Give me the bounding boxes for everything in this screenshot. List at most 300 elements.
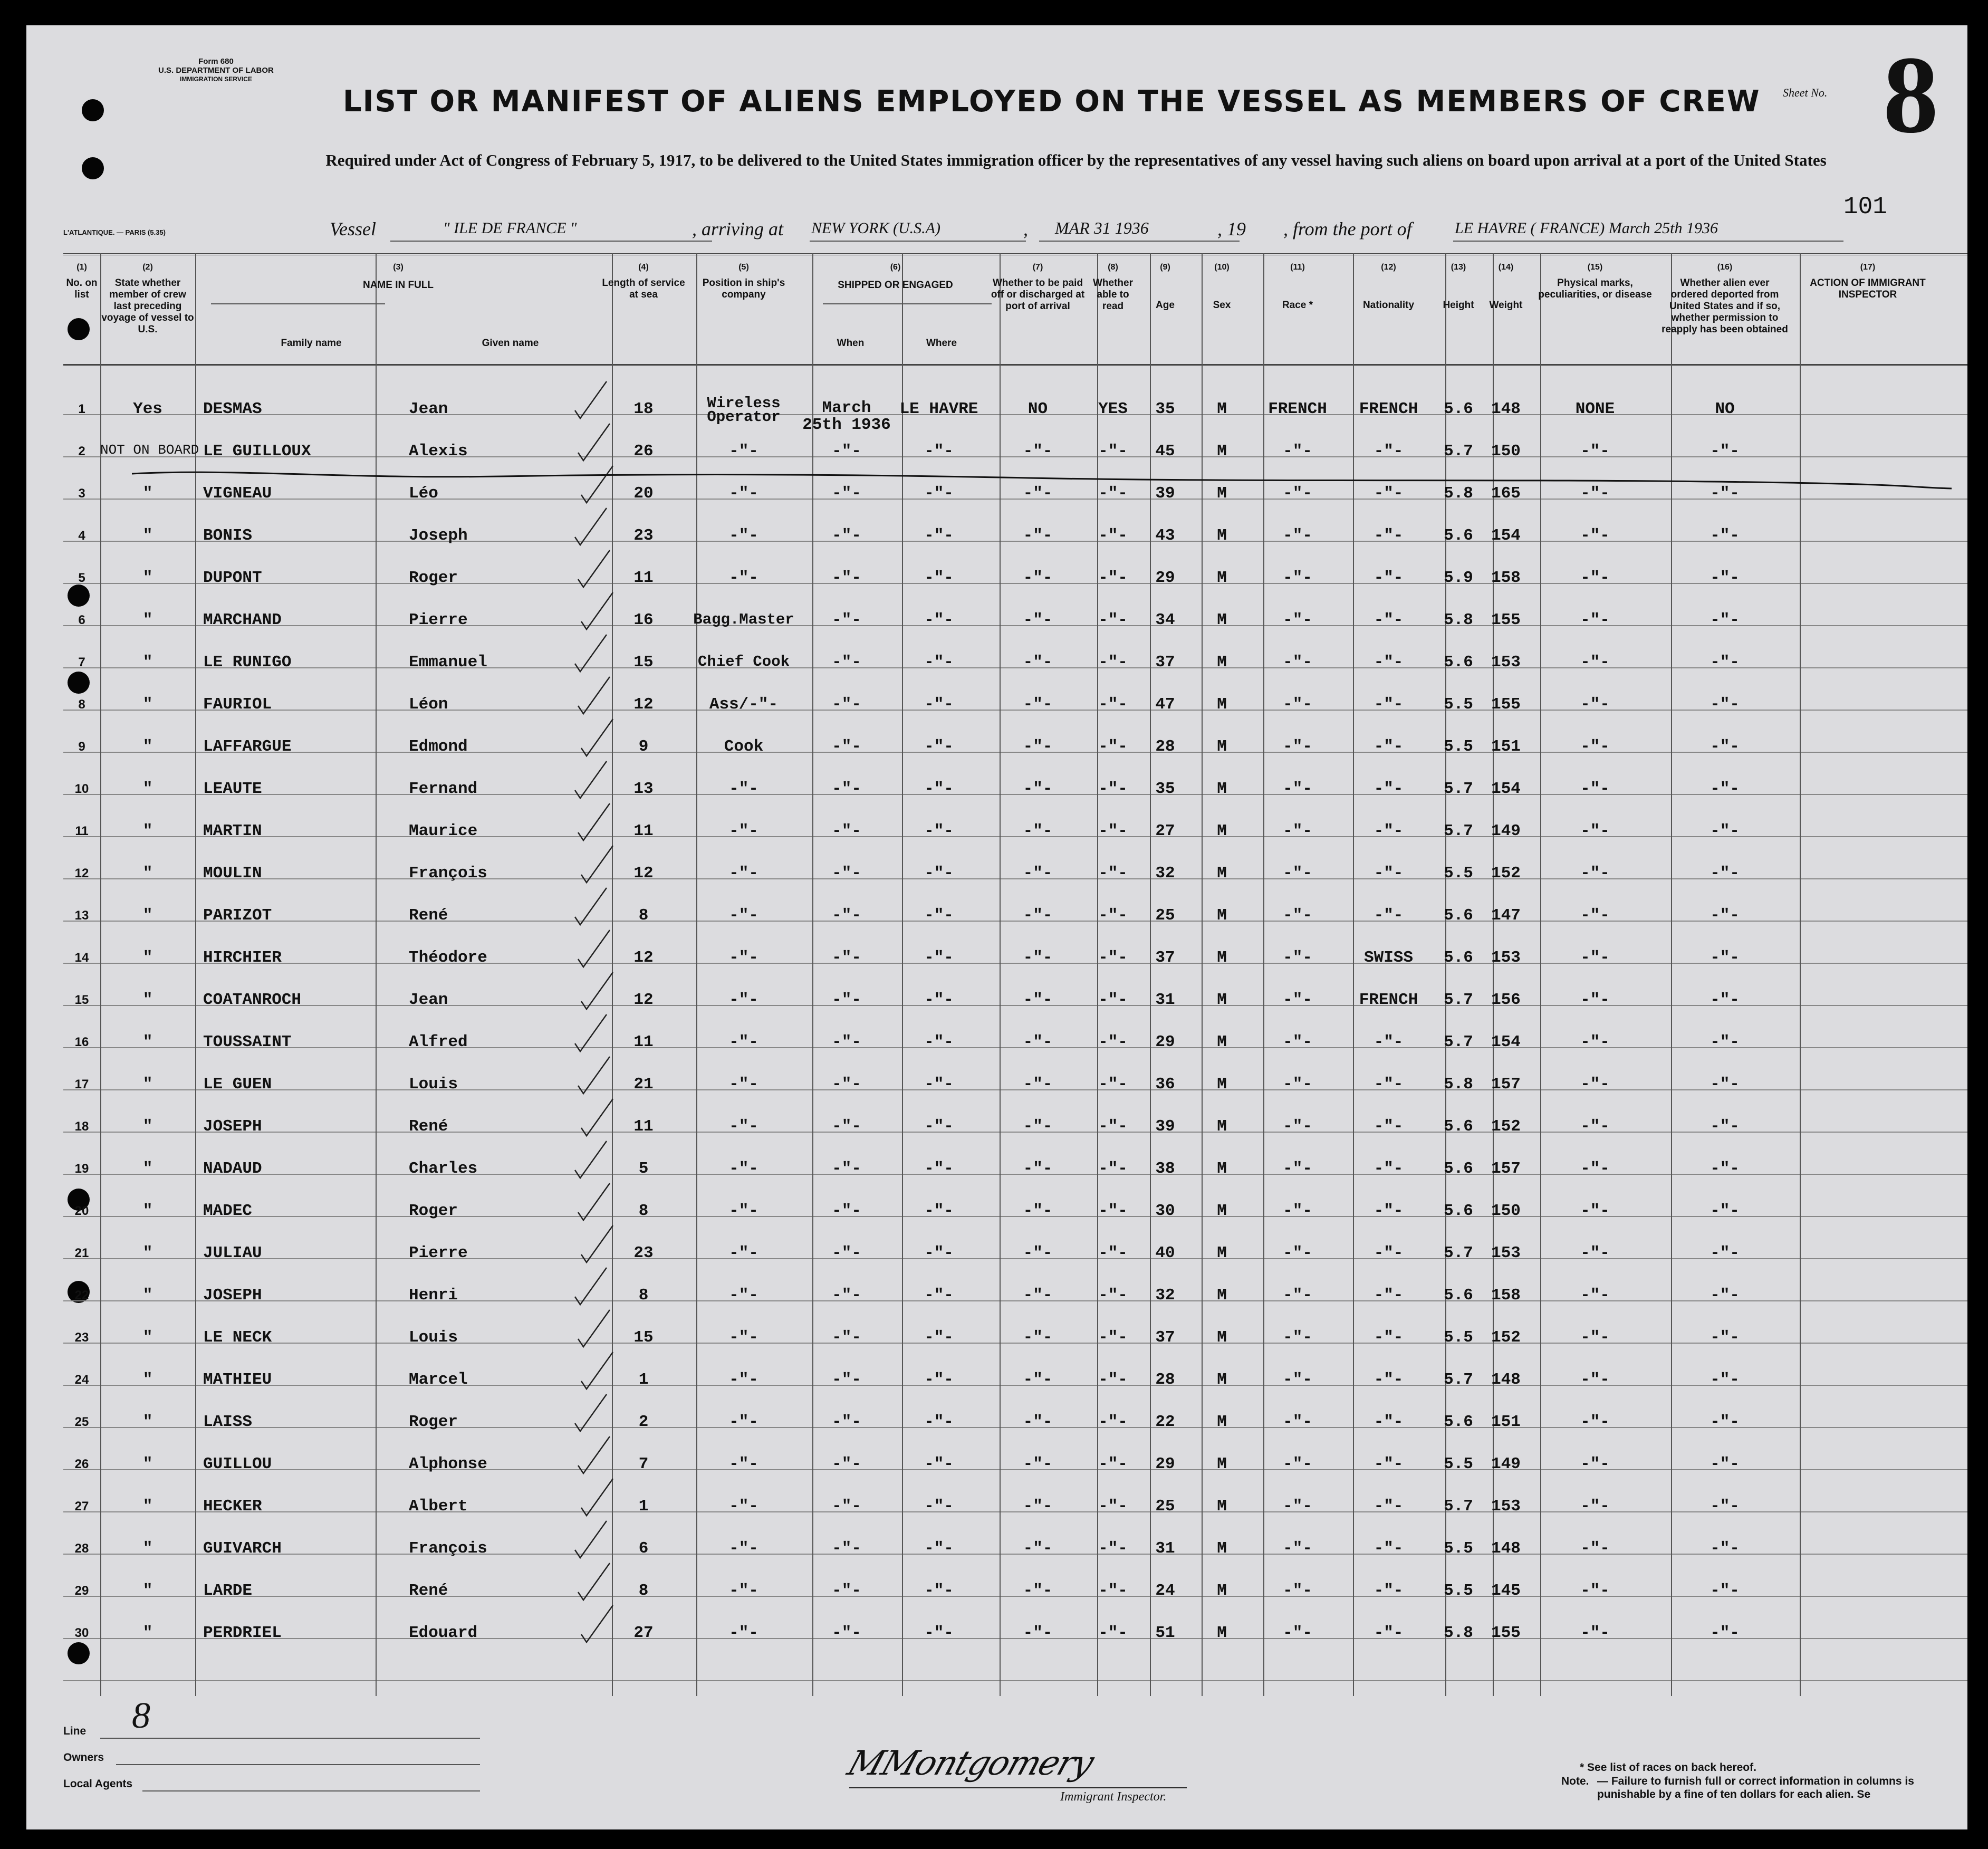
- year-label: , 19: [1217, 218, 1246, 239]
- cell-no: 25: [74, 1415, 89, 1429]
- cell-given: Alphonse: [409, 1455, 487, 1473]
- cell-family: LAISS: [203, 1413, 253, 1431]
- cell-when: -"-: [832, 1539, 861, 1558]
- cell-sex: M: [1217, 906, 1227, 925]
- cell-weight: 153: [1491, 949, 1521, 967]
- cell-family: MATHIEU: [203, 1371, 272, 1389]
- cell-weight: 149: [1491, 822, 1521, 840]
- header-text: State whether member of crew last preceding voyage of vessel to U.S.: [101, 277, 194, 335]
- cell-sex: M: [1217, 1202, 1227, 1220]
- cell-no: 6: [78, 613, 85, 627]
- check-mark-icon: [579, 590, 616, 632]
- cell-no: 27: [74, 1499, 89, 1513]
- cell-marks: -"-: [1580, 1117, 1610, 1136]
- header-text: Weight: [1489, 300, 1523, 311]
- cell-nat: -"-: [1374, 611, 1404, 629]
- cell-marks: -"-: [1580, 864, 1610, 883]
- cell-position: -"-: [729, 906, 758, 925]
- cell-read: -"-: [1098, 611, 1128, 629]
- subheader: Where: [926, 338, 957, 349]
- cell-weight: 152: [1491, 864, 1521, 883]
- form-dept: U.S. DEPARTMENT OF LABOR: [158, 66, 274, 75]
- cell-family: DUPONT: [203, 569, 262, 587]
- check-mark-icon: [575, 1181, 612, 1223]
- cell-marks: -"-: [1580, 526, 1610, 545]
- page-title: LIST OR MANIFEST OF ALIENS EMPLOYED ON THE VESSEL AS MEMBERS OF CREW: [343, 84, 1761, 119]
- cell-prev: ": [142, 1286, 153, 1305]
- cell-prev: ": [142, 611, 153, 629]
- header-c13: [1435, 262, 1482, 311]
- fine-note: — Failure to furnish full or correct information in columns is punishable by a fine of ten dollars for each alien. Se: [1597, 1775, 1914, 1800]
- cell-service: 23: [633, 1244, 654, 1262]
- cell-deported: -"-: [1710, 822, 1740, 840]
- cell-paid: -"-: [1023, 1075, 1053, 1094]
- cell-prev: ": [142, 1371, 153, 1389]
- cell-given: Pierre: [409, 611, 468, 629]
- cell-age: 29: [1155, 1033, 1175, 1051]
- cell-height: 5.5: [1444, 1455, 1473, 1473]
- cell-nat: -"-: [1374, 1202, 1404, 1220]
- cell-deported: -"-: [1710, 1117, 1740, 1136]
- cell-when: -"-: [832, 611, 861, 629]
- check-mark-icon: [575, 801, 612, 843]
- cell-height: 5.8: [1444, 611, 1473, 629]
- cell-no: 14: [74, 951, 89, 965]
- cell-family: VIGNEAU: [203, 484, 272, 503]
- cell-sex: M: [1217, 1455, 1227, 1473]
- cell-nat: -"-: [1374, 1497, 1404, 1516]
- cell-position: -"-: [729, 1328, 758, 1347]
- cell-paid: -"-: [1023, 695, 1053, 714]
- cell-age: 43: [1155, 526, 1175, 545]
- cell-family: GUILLOU: [203, 1455, 272, 1473]
- cell-age: 39: [1155, 1117, 1175, 1136]
- cell-position: Cook: [724, 737, 764, 756]
- cell-service: 23: [633, 526, 654, 545]
- cell-race: -"-: [1283, 1413, 1312, 1431]
- check-mark-icon: [575, 1307, 612, 1349]
- cell-nat: -"-: [1374, 695, 1404, 714]
- cell-paid: -"-: [1023, 1455, 1053, 1473]
- cell-read: -"-: [1098, 526, 1128, 545]
- cell-position: -"-: [729, 1455, 758, 1473]
- cell-sex: M: [1217, 442, 1227, 461]
- check-mark-icon: [579, 1096, 616, 1138]
- cell-position: -"-: [729, 1202, 758, 1220]
- cell-race: -"-: [1283, 1033, 1312, 1051]
- cell-race: -"-: [1283, 991, 1312, 1009]
- cell-deported: -"-: [1710, 1328, 1740, 1347]
- cell-height: 5.6: [1444, 653, 1473, 672]
- cell-when: -"-: [832, 1244, 861, 1262]
- cell-position: Chief Cook: [697, 653, 790, 670]
- cell-position: -"-: [729, 1582, 758, 1600]
- cell-weight: 150: [1491, 1202, 1521, 1220]
- cell-deported: -"-: [1710, 737, 1740, 756]
- cell-service: 27: [633, 1624, 654, 1642]
- cell-race: -"-: [1283, 1117, 1312, 1136]
- cell-deported: -"-: [1710, 1244, 1740, 1262]
- cell-service: 8: [638, 1202, 649, 1220]
- cell-when: -"-: [832, 1582, 861, 1600]
- punch-hole: [82, 99, 104, 121]
- cell-prev: ": [142, 1624, 153, 1642]
- check-mark-icon: [575, 1434, 612, 1476]
- cell-weight: 152: [1491, 1328, 1521, 1347]
- cell-weight: 151: [1491, 1413, 1521, 1431]
- header-number: (3): [393, 263, 404, 272]
- cell-prev: ": [142, 1117, 153, 1136]
- cell-nat: -"-: [1374, 1624, 1404, 1642]
- check-mark-icon: [572, 1392, 609, 1434]
- cell-age: 29: [1155, 569, 1175, 587]
- header-c4: [601, 262, 686, 301]
- cell-position: -"-: [729, 1539, 758, 1558]
- check-mark-icon: [575, 421, 612, 463]
- cell-position: -"-: [729, 484, 758, 503]
- cell-nat: -"-: [1374, 737, 1404, 756]
- cell-where: -"-: [924, 780, 954, 798]
- cell-prev: ": [142, 484, 153, 503]
- cell-where: -"-: [924, 1624, 954, 1642]
- cell-family: MARCHAND: [203, 611, 282, 629]
- header-c12: [1342, 262, 1435, 311]
- cell-no: 10: [74, 782, 89, 796]
- cell-paid: -"-: [1023, 780, 1053, 798]
- cell-where: -"-: [924, 864, 954, 883]
- cell-paid: -"-: [1023, 526, 1053, 545]
- cell-prev: ": [142, 1202, 153, 1220]
- cell-sex: M: [1217, 737, 1227, 756]
- cell-no: 11: [75, 824, 89, 838]
- owners-label: Owners: [63, 1751, 104, 1764]
- cell-race: -"-: [1283, 1160, 1312, 1178]
- cell-weight: 148: [1491, 1371, 1521, 1389]
- cell-given: Marcel: [409, 1371, 468, 1389]
- cell-no: 26: [74, 1457, 89, 1471]
- cell-paid: -"-: [1023, 653, 1053, 672]
- cell-no: 19: [74, 1162, 89, 1176]
- cell-paid: -"-: [1023, 1160, 1053, 1178]
- header-c5: [686, 262, 802, 301]
- check-mark-icon: [575, 1054, 612, 1096]
- cell-no: 2: [78, 444, 85, 458]
- cell-sex: M: [1217, 822, 1227, 840]
- cell-given: Roger: [409, 569, 458, 587]
- cell-paid: -"-: [1023, 1582, 1053, 1600]
- cell-when: -"-: [832, 1413, 861, 1431]
- cell-race: -"-: [1283, 442, 1312, 461]
- cell-age: 34: [1155, 611, 1175, 629]
- form-service: IMMIGRATION SERVICE: [179, 75, 252, 83]
- vessel-label: Vessel: [330, 218, 376, 239]
- header-number: (13): [1451, 263, 1466, 272]
- header-text: No. on list: [66, 277, 98, 300]
- cell-service: 7: [638, 1455, 649, 1473]
- header-c10: [1191, 262, 1253, 311]
- cell-prev: ": [142, 1455, 153, 1473]
- cell-race: -"-: [1283, 1286, 1312, 1305]
- cell-family: BONIS: [203, 526, 253, 545]
- cell-age: 22: [1155, 1413, 1175, 1431]
- cell-paid: -"-: [1023, 1328, 1053, 1347]
- cell-weight: 155: [1491, 695, 1521, 714]
- cell-no: 16: [74, 1035, 89, 1049]
- cell-weight: 157: [1491, 1160, 1521, 1178]
- header-text: SHIPPED OR ENGAGED: [838, 280, 953, 291]
- cell-service: 1: [638, 1497, 649, 1516]
- cell-race: -"-: [1283, 611, 1312, 629]
- cell-sex: M: [1217, 1582, 1227, 1600]
- cell-where: LE HAVRE: [899, 400, 978, 418]
- cell-when: -"-: [832, 991, 861, 1009]
- cell-read: -"-: [1098, 484, 1128, 503]
- cell-where: -"-: [924, 569, 954, 587]
- cell-deported: NO: [1715, 400, 1735, 418]
- cell-weight: 155: [1491, 611, 1521, 629]
- arrival-date-stamp: MAR 31 1936: [1055, 218, 1149, 237]
- cell-sex: M: [1217, 1371, 1227, 1389]
- cell-sex: M: [1217, 484, 1227, 503]
- cell-age: 45: [1155, 442, 1175, 461]
- cell-prev: ": [142, 1413, 153, 1431]
- cell-weight: 154: [1491, 1033, 1521, 1051]
- cell-when: -"-: [832, 1371, 861, 1389]
- subheader: Family name: [281, 338, 342, 349]
- cell-position: -"-: [729, 526, 758, 545]
- cell-position: -"-: [729, 1033, 758, 1051]
- cell-when: March 25th 1936: [802, 399, 891, 434]
- cell-read: -"-: [1098, 1033, 1128, 1051]
- cell-prev: ": [142, 864, 153, 883]
- subheader: Given name: [482, 338, 539, 349]
- cell-height: 5.5: [1444, 1328, 1473, 1347]
- cell-where: -"-: [924, 611, 954, 629]
- cell-marks: -"-: [1580, 442, 1610, 461]
- header-text: Position in ship's company: [702, 277, 785, 300]
- cell-age: 35: [1155, 400, 1175, 418]
- header-number: (7): [1032, 263, 1043, 272]
- cell-position: -"-: [729, 1160, 758, 1178]
- cell-service: 6: [638, 1539, 649, 1558]
- cell-marks: -"-: [1580, 1582, 1610, 1600]
- cell-marks: -"-: [1580, 1371, 1610, 1389]
- cell-no: 1: [78, 402, 85, 416]
- cell-deported: -"-: [1710, 1539, 1740, 1558]
- cell-given: Emmanuel: [409, 653, 487, 672]
- cell-prev: ": [142, 1497, 153, 1516]
- check-mark-icon: [572, 379, 609, 421]
- cell-position: -"-: [729, 780, 758, 798]
- cell-weight: 147: [1491, 906, 1521, 925]
- check-mark-icon: [572, 1518, 609, 1560]
- cell-deported: -"-: [1710, 1582, 1740, 1600]
- cell-no: 17: [74, 1077, 89, 1091]
- cell-sex: M: [1217, 1117, 1227, 1136]
- cell-when: -"-: [832, 949, 861, 967]
- cell-sex: M: [1217, 991, 1227, 1009]
- cell-service: 8: [638, 1582, 649, 1600]
- cell-when: -"-: [832, 569, 861, 587]
- cell-where: -"-: [924, 526, 954, 545]
- cell-service: 18: [633, 400, 654, 418]
- header-number: (12): [1381, 263, 1396, 272]
- cell-marks: -"-: [1580, 737, 1610, 756]
- cell-no: 20: [74, 1204, 89, 1218]
- cell-where: -"-: [924, 442, 954, 461]
- cell-nat: -"-: [1374, 1328, 1404, 1347]
- cell-paid: -"-: [1023, 484, 1053, 503]
- cell-where: -"-: [924, 1497, 954, 1516]
- cell-paid: -"-: [1023, 991, 1053, 1009]
- header-number: (16): [1717, 263, 1733, 272]
- cell-when: -"-: [832, 1202, 861, 1220]
- cell-marks: -"-: [1580, 1075, 1610, 1094]
- cell-race: FRENCH: [1268, 400, 1327, 418]
- cell-nat: -"-: [1374, 780, 1404, 798]
- cell-service: 5: [638, 1160, 649, 1178]
- cell-sex: M: [1217, 1539, 1227, 1558]
- cell-position: -"-: [729, 1286, 758, 1305]
- cell-deported: -"-: [1710, 442, 1740, 461]
- cell-family: JOSEPH: [203, 1286, 262, 1305]
- cell-paid: -"-: [1023, 737, 1053, 756]
- cell-no: 4: [78, 529, 85, 543]
- check-mark-icon: [579, 970, 616, 1012]
- cell-position: -"-: [729, 991, 758, 1009]
- cell-read: -"-: [1098, 695, 1128, 714]
- cell-paid: -"-: [1023, 1244, 1053, 1262]
- cell-nat: FRENCH: [1359, 400, 1418, 418]
- cell-age: 39: [1155, 484, 1175, 503]
- cell-family: HECKER: [203, 1497, 262, 1516]
- cell-height: 5.6: [1444, 906, 1473, 925]
- cell-nat: -"-: [1374, 1371, 1404, 1389]
- cell-position: -"-: [729, 1497, 758, 1516]
- cell-deported: -"-: [1710, 780, 1740, 798]
- cell-given: Edouard: [409, 1624, 478, 1642]
- page-number: 101: [1843, 193, 1887, 221]
- cell-where: -"-: [924, 1075, 954, 1094]
- punch-hole: [82, 157, 104, 179]
- cell-weight: 157: [1491, 1075, 1521, 1094]
- cell-height: 5.5: [1444, 864, 1473, 883]
- cell-where: -"-: [924, 1244, 954, 1262]
- cell-height: 5.8: [1444, 484, 1473, 503]
- cell-when: -"-: [832, 822, 861, 840]
- cell-service: 9: [638, 737, 649, 756]
- cell-race: -"-: [1283, 1075, 1312, 1094]
- cell-deported: -"-: [1710, 1286, 1740, 1305]
- header-number: (9): [1160, 263, 1170, 272]
- cell-marks: -"-: [1580, 822, 1610, 840]
- cell-no: 22: [74, 1288, 89, 1302]
- cell-marks: -"-: [1580, 1202, 1610, 1220]
- subheader: When: [837, 338, 865, 349]
- cell-deported: -"-: [1710, 1371, 1740, 1389]
- cell-deported: -"-: [1710, 1160, 1740, 1178]
- cell-deported: -"-: [1710, 1413, 1740, 1431]
- cell-no: 29: [74, 1584, 89, 1598]
- cell-sex: M: [1217, 695, 1227, 714]
- cell-age: 30: [1155, 1202, 1175, 1220]
- sheet-label: Sheet No.: [1783, 86, 1828, 99]
- cell-family: NADAUD: [203, 1160, 262, 1178]
- cell-when: -"-: [832, 1624, 861, 1642]
- check-mark-icon: [572, 759, 609, 801]
- header-c9: [1139, 262, 1191, 311]
- cell-paid: -"-: [1023, 442, 1053, 461]
- cell-read: -"-: [1098, 442, 1128, 461]
- header-text: Age: [1156, 300, 1175, 311]
- cell-where: -"-: [924, 1286, 954, 1305]
- cell-position: -"-: [729, 1624, 758, 1642]
- cell-when: -"-: [832, 653, 861, 672]
- cell-prev: ": [142, 949, 153, 967]
- strike-through-line: [132, 468, 1952, 490]
- cell-age: 47: [1155, 695, 1175, 714]
- from-port-label: , from the port of: [1283, 218, 1412, 239]
- cell-read: -"-: [1098, 1539, 1128, 1558]
- cell-where: -"-: [924, 1033, 954, 1051]
- cell-deported: -"-: [1710, 695, 1740, 714]
- check-mark-icon: [579, 1349, 616, 1392]
- cell-race: -"-: [1283, 822, 1312, 840]
- cell-where: -"-: [924, 1539, 954, 1558]
- cell-sex: M: [1217, 569, 1227, 587]
- cell-service: 13: [633, 780, 654, 798]
- cell-no: 9: [78, 740, 85, 754]
- cell-weight: 153: [1491, 653, 1521, 672]
- cell-marks: -"-: [1580, 484, 1610, 503]
- cell-height: 5.6: [1444, 400, 1473, 418]
- cell-height: 5.5: [1444, 1582, 1473, 1600]
- cell-marks: -"-: [1580, 1160, 1610, 1178]
- cell-nat: -"-: [1374, 864, 1404, 883]
- cell-read: -"-: [1098, 864, 1128, 883]
- cell-nat: -"-: [1374, 1160, 1404, 1178]
- cell-family: JULIAU: [203, 1244, 262, 1262]
- cell-service: 11: [633, 822, 654, 840]
- cell-height: 5.6: [1444, 1160, 1473, 1178]
- header-text: Nationality: [1362, 300, 1415, 311]
- cell-where: -"-: [924, 822, 954, 840]
- cell-paid: -"-: [1023, 1033, 1053, 1051]
- cell-race: -"-: [1283, 1244, 1312, 1262]
- cell-deported: -"-: [1710, 484, 1740, 503]
- cell-where: -"-: [924, 653, 954, 672]
- cell-no: 3: [78, 486, 85, 501]
- cell-sex: M: [1217, 1075, 1227, 1094]
- cell-service: 16: [633, 611, 654, 629]
- cell-marks: -"-: [1580, 1033, 1610, 1051]
- cell-given: Alfred: [409, 1033, 468, 1051]
- cell-position: Wireless Operator: [707, 395, 781, 426]
- cell-service: 20: [633, 484, 654, 503]
- cell-no: 24: [74, 1373, 89, 1387]
- header-text: Length of service at sea: [602, 277, 685, 300]
- cell-no: 15: [74, 993, 89, 1007]
- cell-no: 12: [74, 866, 89, 880]
- cell-age: 37: [1155, 1328, 1175, 1347]
- cell-no: 13: [74, 908, 89, 923]
- cell-marks: -"-: [1580, 653, 1610, 672]
- cell-position: -"-: [729, 569, 758, 587]
- sheet-number: 8: [1883, 34, 1938, 156]
- cell-nat: -"-: [1374, 1244, 1404, 1262]
- cell-when: -"-: [832, 484, 861, 503]
- cell-marks: NONE: [1575, 400, 1615, 418]
